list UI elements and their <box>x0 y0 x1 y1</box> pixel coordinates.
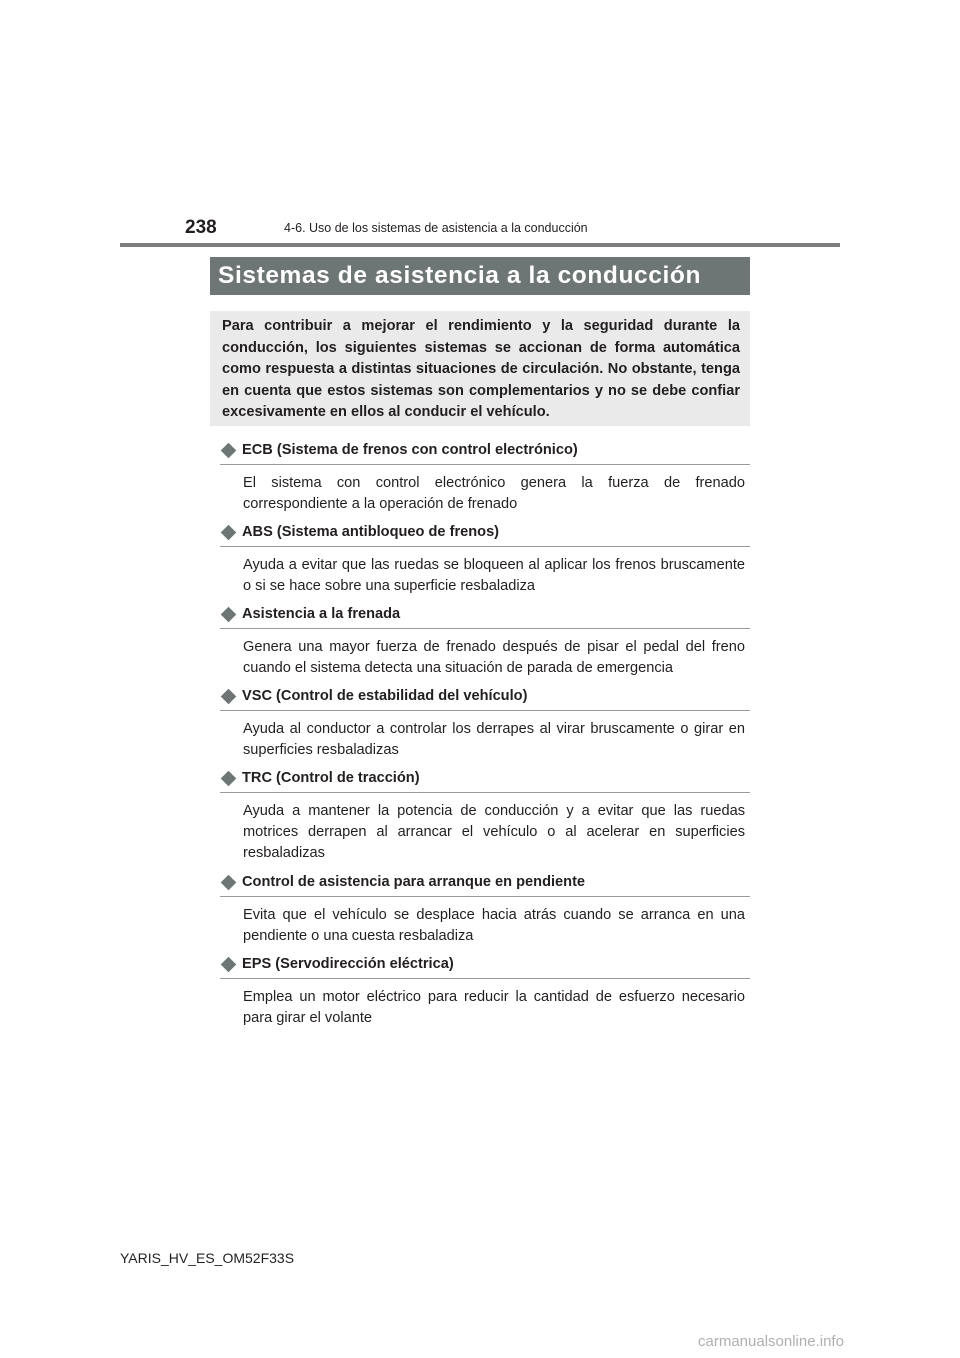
document-code: YARIS_HV_ES_OM52F33S <box>120 1250 295 1266</box>
diamond-bullet-icon <box>221 606 237 622</box>
item-description: Ayuda a evitar que las ruedas se bloqueen al aplicar los frenos bruscamente o si se hace sobre una superficie resbaladiza <box>243 557 745 594</box>
item-description: El sistema con control electrónico genera la fuerza de frenado correspondiente a la operación de frenado <box>243 475 745 512</box>
intro-text: Para contribuir a mejorar el rendimiento y la seguridad durante la conducción, los siguientes sistemas se accionan de forma automática como respuesta a distintas situaciones de circulación. No obstante, tenga en cuenta que estos sistemas son complementarios y no se debe confiar excesivamente en ellos al conducir el vehículo. <box>222 318 740 420</box>
diamond-bullet-icon <box>221 442 237 458</box>
list-item <box>220 604 750 679</box>
list-item <box>220 768 750 864</box>
section-header: 4-6. Uso de los sistemas de asistencia a la conducción <box>284 221 588 235</box>
title-bar <box>210 257 750 295</box>
item-heading <box>220 440 750 465</box>
list-item <box>220 686 750 761</box>
diamond-bullet-icon <box>221 874 237 890</box>
list-item <box>220 522 750 597</box>
page-title: Sistemas de asistencia a la conducción <box>218 262 702 289</box>
list-item <box>220 954 750 1029</box>
item-heading <box>220 686 750 711</box>
item-description: Ayuda al conductor a controlar los derrapes al virar bruscamente o girar en superficies resbaladizas <box>243 721 745 758</box>
diamond-bullet-icon <box>221 770 237 786</box>
list-item <box>220 440 750 515</box>
diamond-bullet-icon <box>221 688 237 704</box>
watermark: carmanualsonline.info <box>698 1333 844 1350</box>
item-title: VSC (Control de estabilidad del vehículo) <box>242 688 528 704</box>
item-heading <box>220 954 750 979</box>
item-heading <box>220 768 750 793</box>
item-heading <box>220 872 750 897</box>
page-number: 238 <box>185 217 217 238</box>
item-description: Evita que el vehículo se desplace hacia atrás cuando se arranca en una pendiente o una cuesta resbaladiza <box>243 907 745 944</box>
item-description: Genera una mayor fuerza de frenado después de pisar el pedal del freno cuando el sistema detecta una situación de parada de emergencia <box>243 639 745 676</box>
item-title: ABS (Sistema antibloqueo de frenos) <box>242 524 500 540</box>
item-description: Emplea un motor eléctrico para reducir la cantidad de esfuerzo necesario para girar el volante <box>243 989 745 1026</box>
intro-box <box>210 311 750 426</box>
item-title: Asistencia a la frenada <box>242 606 401 622</box>
item-title: TRC (Control de tracción) <box>242 770 420 786</box>
item-heading <box>220 522 750 547</box>
item-title: ECB (Sistema de frenos con control electrónico) <box>242 442 578 458</box>
header-rule <box>120 243 840 247</box>
item-title: EPS (Servodirección eléctrica) <box>242 956 454 972</box>
list-item <box>220 872 750 947</box>
diamond-bullet-icon <box>221 956 237 972</box>
diamond-bullet-icon <box>221 524 237 540</box>
item-description: Ayuda a mantener la potencia de conducción y a evitar que las ruedas motrices derrapen al arrancar el vehículo o al acelerar en superficies resbaladizas <box>243 803 745 861</box>
item-title: Control de asistencia para arranque en pendiente <box>242 874 586 890</box>
item-heading <box>220 604 750 629</box>
